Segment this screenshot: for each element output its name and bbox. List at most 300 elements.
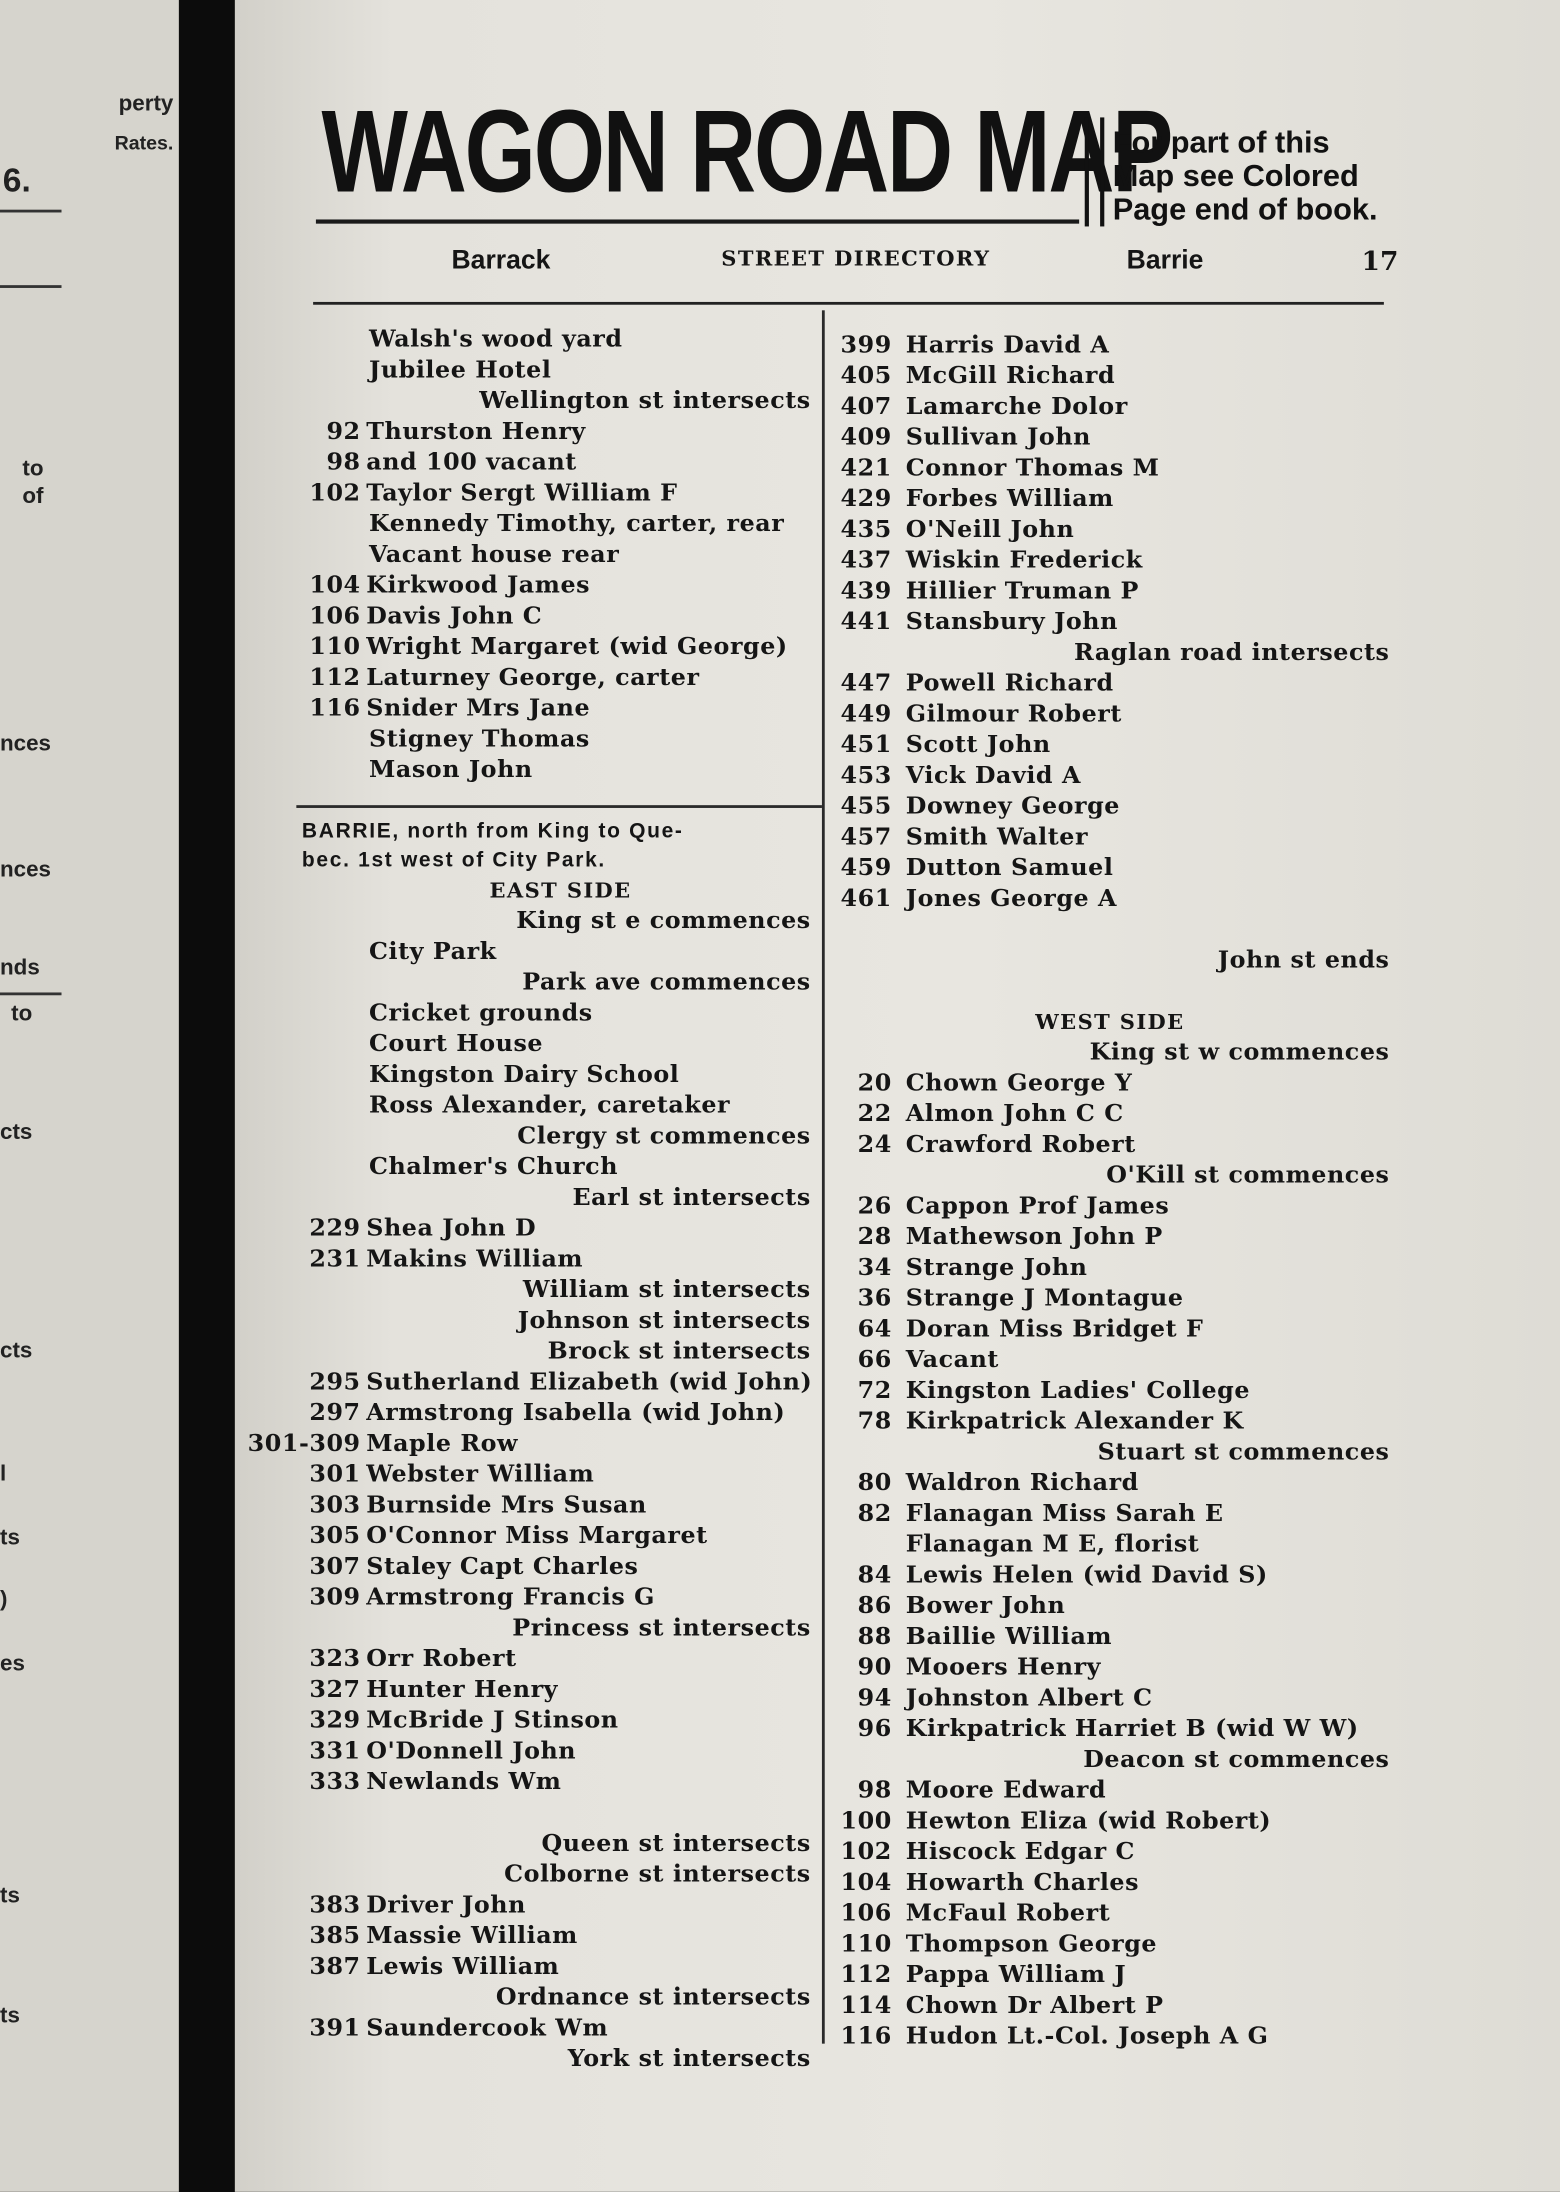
prev-fragment: to [11,1002,33,1027]
directory-entry [833,1406,1387,1437]
resident-name: Mooers Henry [905,1653,1102,1682]
house-number: 20 [857,1069,892,1098]
directory-entry [296,478,824,509]
cross-street [296,1859,824,1890]
resident-name: Bower John [905,1592,1066,1621]
directory-entry [296,1490,824,1521]
house-number: 86 [857,1592,892,1621]
house-number: 331 [309,1737,361,1766]
prev-fragment: of [22,485,44,509]
directory-entry [833,361,1387,392]
resident-name: Dutton Samuel [905,854,1114,883]
resident-name: Strange J Montague [905,1284,1184,1313]
banner-divider [1085,117,1105,226]
directory-entry [296,1582,824,1613]
house-number: 106 [309,602,361,631]
directory-entry [296,937,824,968]
house-number: 110 [309,633,361,662]
resident-name: Snider Mrs Jane [366,694,591,723]
resident-name: Chown George Y [905,1069,1133,1098]
directory-entry [833,2021,1387,2052]
house-number: 112 [840,1961,892,1990]
resident-name: Cricket grounds [369,999,593,1028]
resident-name: Kingston Ladies' College [905,1376,1251,1405]
house-number: 301 [309,1460,361,1489]
binding-gutter [179,0,235,2192]
resident-name: Johnston Albert C [905,1684,1153,1713]
running-header-town: Barrie [1126,246,1204,276]
directory-entry [833,453,1387,484]
resident-name: Strange John [905,1253,1088,1282]
spacer [833,914,1387,945]
resident-name: Armstrong Isabella (wid John) [366,1399,786,1428]
directory-entry [833,1283,1387,1314]
house-number: 385 [309,1922,361,1951]
prev-fragment: cts [0,1339,33,1363]
directory-entry [296,1552,824,1583]
house-number: 88 [857,1622,892,1651]
right-column [833,330,1390,2052]
cross-street [296,906,824,937]
directory-entry [833,1591,1387,1622]
house-number: 295 [309,1368,361,1397]
banner-rule [316,219,1079,223]
spacer [833,976,1387,1007]
directory-entry [833,1806,1387,1837]
directory-entry [833,391,1387,422]
house-number: 453 [840,761,892,790]
resident-name: Stansbury John [905,608,1118,637]
directory-entry [296,1767,824,1798]
directory-entry [833,484,1387,515]
resident-name: Burnside Mrs Susan [366,1491,647,1520]
house-number: 114 [840,1991,892,2020]
banner-note-line: For part of this [1112,124,1330,160]
directory-entry [296,1244,824,1275]
house-number: 229 [309,1214,361,1243]
house-number: 102 [840,1838,892,1867]
resident-name: Shea John D [366,1214,537,1243]
prev-rule [0,285,62,288]
banner-note [1113,126,1378,227]
cross-street [296,1121,824,1152]
house-number: 94 [857,1684,892,1713]
prev-fragment: 6. [2,162,31,200]
prev-rule [0,992,62,995]
directory-entry [833,1683,1387,1714]
cross-street [296,1828,824,1859]
resident-name: Massie William [366,1922,578,1951]
house-number: 104 [309,571,361,600]
directory-entry [296,540,824,571]
directory-entry [833,668,1387,699]
resident-name: Gilmour Robert [905,700,1122,729]
cross-street-label: Princess st intersects [512,1614,811,1643]
directory-entry [833,545,1387,576]
house-number: 72 [857,1376,892,1405]
house-number: 231 [309,1245,361,1274]
directory-entry [833,1498,1387,1529]
directory-entry [833,1868,1387,1899]
cross-street-label: Ordnance st intersects [495,1983,811,2012]
resident-name: Hillier Truman P [905,577,1139,606]
cross-street-label: Brock st intersects [547,1337,811,1366]
house-number: 455 [840,792,892,821]
prev-fragment: perty [118,92,174,117]
cross-street [833,1745,1390,1776]
resident-name: Sutherland Elizabeth (wid John) [366,1368,813,1397]
resident-name: Jones George A [905,884,1118,913]
cross-street [833,945,1390,976]
house-number: 391 [309,2014,361,2043]
spacer [296,786,824,817]
directory-page [235,0,1560,2192]
resident-name: Crawford Robert [905,1130,1136,1159]
resident-name: Hiscock Edgar C [905,1838,1136,1867]
house-number: 323 [309,1645,361,1674]
directory-entry [833,699,1387,730]
cross-street [296,1336,824,1367]
spacer [296,1798,824,1829]
previous-page-strip [0,0,179,2192]
resident-name: Thompson George [905,1930,1158,1959]
directory-entry [833,514,1387,545]
resident-name: McBride J Stinson [366,1706,619,1735]
house-number: 309 [309,1583,361,1612]
resident-name: Maple Row [366,1430,519,1458]
prev-fragment: es [0,1652,25,1677]
cross-street [296,1982,824,2013]
resident-name: Howarth Charles [905,1868,1140,1897]
resident-name: McFaul Robert [905,1899,1111,1928]
directory-entry [296,693,824,724]
house-number: 407 [840,392,892,421]
directory-entry [296,1213,824,1244]
directory-entry [296,663,824,694]
directory-entry [833,422,1387,453]
house-number: 305 [309,1522,361,1551]
directory-entry [296,755,824,786]
directory-entry [833,1775,1387,1806]
house-number: 437 [840,546,892,575]
directory-entry [296,509,824,540]
resident-name: Makins William [366,1245,584,1274]
page-number: 17 [1361,246,1399,277]
directory-entry [296,1951,824,1982]
resident-name: Powell Richard [905,669,1114,698]
cross-street [296,2044,824,2075]
resident-name: Kirkwood James [366,571,591,600]
house-number: 116 [309,694,361,723]
house-number: 449 [840,700,892,729]
resident-name: Moore Edward [905,1776,1107,1805]
resident-name: Chown Dr Albert P [905,1991,1164,2020]
cross-street-label: Colborne st intersects [504,1860,811,1889]
resident-name: Lewis William [366,1952,560,1981]
resident-name: Waldron Richard [905,1469,1139,1498]
directory-entry [833,730,1387,761]
left-column [247,324,824,2074]
resident-name: Vacant house rear [369,540,620,569]
house-number: 104 [840,1868,892,1897]
resident-name: Hunter Henry [366,1676,559,1704]
directory-entry [833,822,1387,853]
resident-name: Driver John [366,1891,526,1920]
resident-name: City Park [369,937,497,966]
resident-name: Sullivan John [905,423,1092,452]
house-number: 22 [857,1100,892,1129]
house-number: 98 [857,1776,892,1805]
house-number: 84 [857,1561,892,1590]
house-number: 429 [840,485,892,514]
cross-street-label: Stuart st commences [1097,1438,1390,1467]
resident-name: Kirkpatrick Alexander K [905,1407,1244,1436]
directory-entry [833,1991,1387,2022]
directory-entry [296,324,824,355]
directory-entry [296,1090,824,1121]
cross-street-label: Queen st intersects [541,1829,811,1858]
resident-name: Court House [369,1030,544,1059]
directory-entry [296,1644,824,1675]
resident-name: Saundercook Wm [366,2014,609,2043]
cross-street [833,1160,1390,1191]
house-number: 439 [840,577,892,606]
resident-name: Downey George [905,792,1121,821]
directory-entry [296,1705,824,1736]
house-number: 24 [857,1130,892,1159]
resident-name: Flanagan M E, florist [905,1530,1200,1559]
cross-street-label: King st e commences [516,907,811,936]
resident-name: Smith Walter [905,823,1089,852]
house-number: 387 [309,1952,361,1981]
house-number: 303 [309,1491,361,1520]
side-heading: WEST SIDE [1035,1009,1185,1035]
house-number: 64 [857,1315,892,1344]
directory-entry [296,1398,824,1429]
directory-entry [833,1345,1387,1376]
cross-street-label: John st ends [1217,946,1390,975]
house-number: 409 [840,423,892,452]
house-number: 451 [840,731,892,760]
house-number: 461 [840,884,892,913]
resident-name: Staley Capt Charles [366,1553,639,1581]
directory-entry [833,853,1387,884]
prev-fragment: nces [0,858,51,883]
resident-name: Orr Robert [366,1645,517,1674]
directory-entry [833,1252,1387,1283]
directory-entry [833,330,1387,361]
cross-street [296,1306,824,1337]
cross-street [833,1437,1390,1468]
directory-entry [296,447,824,478]
directory-entry [833,1222,1387,1253]
directory-entry [833,791,1387,822]
house-number: 116 [840,2022,892,2051]
cross-street-label: King st w commences [1089,1038,1390,1067]
street-heading: BARRIE, north from King to Que- [301,819,684,843]
house-number: 333 [309,1768,361,1797]
house-number: 383 [309,1891,361,1920]
resident-name: Armstrong Francis G [366,1583,655,1612]
house-number: 106 [840,1899,892,1928]
resident-name: Jubilee Hotel [369,356,552,385]
banner-title: WAGON ROAD MAP [321,85,1172,217]
prev-fragment: ts [0,2004,20,2029]
cross-street [833,1037,1390,1068]
house-number: 459 [840,854,892,883]
resident-name: Lewis Helen (wid David S) [905,1561,1268,1590]
directory-entry [296,1060,824,1091]
resident-name: Harris David A [905,331,1110,360]
directory-entry [833,1468,1387,1499]
house-number: 329 [309,1706,361,1735]
house-number: 96 [857,1715,892,1744]
cross-street-label: Johnson st intersects [517,1306,811,1335]
house-number: 327 [309,1676,361,1704]
cross-street-label: Park ave commences [522,968,811,997]
directory-entry [296,417,824,448]
house-number: 26 [857,1192,892,1221]
resident-name: Mathewson John P [905,1223,1163,1252]
house-number: 110 [840,1930,892,1959]
directory-entry [833,1837,1387,1868]
house-number: 34 [857,1253,892,1282]
directory-entry [296,2013,824,2044]
directory-entry [833,1898,1387,1929]
house-number: 66 [857,1346,892,1375]
resident-name: Webster William [366,1460,595,1489]
cross-street-label: Wellington st intersects [479,387,811,416]
prev-rule [0,210,62,213]
cross-street-label: York st intersects [567,2045,811,2074]
resident-name: Mason John [369,756,533,785]
resident-name: Newlands Wm [366,1768,562,1797]
directory-entry [833,1929,1387,1960]
cross-street [296,1183,824,1214]
directory-entry [833,607,1387,638]
resident-name: Wright Margaret (wid George) [366,633,788,662]
prev-fragment: ts [0,1884,20,1909]
resident-name: Laturney George, carter [366,663,700,692]
resident-name: Kennedy Timothy, carter, rear [369,510,785,539]
house-number: 78 [857,1407,892,1436]
directory-entry [833,1191,1387,1222]
directory-entry [833,1652,1387,1683]
directory-entry [296,724,824,755]
directory-entry [833,1960,1387,1991]
house-number: 307 [309,1553,361,1581]
cross-street-label: Clergy st commences [517,1122,811,1151]
house-number: 112 [309,663,361,692]
side-heading: EAST SIDE [489,877,632,904]
directory-entry [296,570,824,601]
resident-name: Pappa William J [905,1961,1127,1990]
directory-entry [833,1622,1387,1653]
directory-entry [296,1675,824,1706]
directory-entry [296,601,824,632]
cross-street-label: William st intersects [522,1276,811,1305]
resident-name: Lamarche Dolor [905,392,1128,421]
resident-name: Chalmer's Church [369,1153,619,1182]
directory-entry [833,576,1387,607]
prev-fragment: cts [0,1121,33,1145]
directory-entry [296,1152,824,1183]
running-header-title: STREET DIRECTORY [721,246,991,272]
cross-street [296,1275,824,1306]
prev-fragment: l [0,1462,7,1486]
resident-name: Kingston Dairy School [369,1060,680,1089]
directory-entry [296,1029,824,1060]
resident-name: Vacant [905,1346,999,1375]
directory-entry [296,355,824,386]
resident-name: Thurston Henry [366,417,586,446]
running-header-street: Barrack [451,246,551,276]
resident-name: Almon John C C [905,1100,1124,1129]
cross-street [833,637,1390,668]
house-number: 28 [857,1223,892,1252]
house-number: 441 [840,608,892,637]
resident-name: O'Neill John [905,515,1075,544]
resident-name: Davis John C [366,602,543,631]
banner-note-line: Map see Colored [1112,157,1359,193]
directory-entry [296,1736,824,1767]
resident-name: Doran Miss Bridget F [905,1315,1204,1344]
directory-entry [833,1529,1387,1560]
resident-name: Forbes William [905,485,1114,514]
directory-entry [296,632,824,663]
directory-entry [833,760,1387,791]
house-number: 98 [326,448,361,477]
directory-entry [296,1521,824,1552]
resident-name: Ross Alexander, caretaker [369,1091,731,1120]
resident-name: Flanagan Miss Sarah E [905,1499,1224,1528]
resident-name: Cappon Prof James [905,1192,1170,1221]
directory-entry [296,998,824,1029]
resident-name: Baillie William [905,1622,1113,1651]
house-number: 297 [309,1399,361,1428]
cross-street-label: Earl st intersects [572,1183,811,1212]
directory-entry [833,1129,1387,1160]
house-number: 405 [840,362,892,391]
directory-entry [833,1099,1387,1130]
house-number: 457 [840,823,892,852]
prev-fragment: ) [0,1587,8,1612]
prev-fragment: nds [0,956,40,980]
cross-street-label: Raglan road intersects [1073,638,1390,667]
resident-name: O'Donnell John [366,1737,577,1766]
directory-entry [833,1375,1387,1406]
banner-note-line: Page end of book. [1112,191,1378,227]
directory-entry [296,1459,824,1490]
resident-name: Hewton Eliza (wid Robert) [905,1807,1272,1836]
directory-entry [833,883,1387,914]
resident-name: Hudon Lt.-Col. Joseph A G [905,2022,1269,2051]
house-number: 92 [326,417,361,446]
house-number: 435 [840,515,892,544]
house-number: 100 [840,1807,892,1836]
prev-fragment: to [22,457,44,481]
directory-entry [833,1314,1387,1345]
directory-entry [833,1068,1387,1099]
cross-street-label: Deacon st commences [1083,1745,1390,1774]
house-number: 82 [857,1499,892,1528]
house-number: 421 [840,454,892,483]
cross-street [296,1613,824,1644]
resident-name: O'Connor Miss Margaret [366,1522,708,1551]
resident-name: Stigney Thomas [369,725,590,754]
house-number: 90 [857,1653,892,1682]
directory-entry [247,1429,824,1460]
